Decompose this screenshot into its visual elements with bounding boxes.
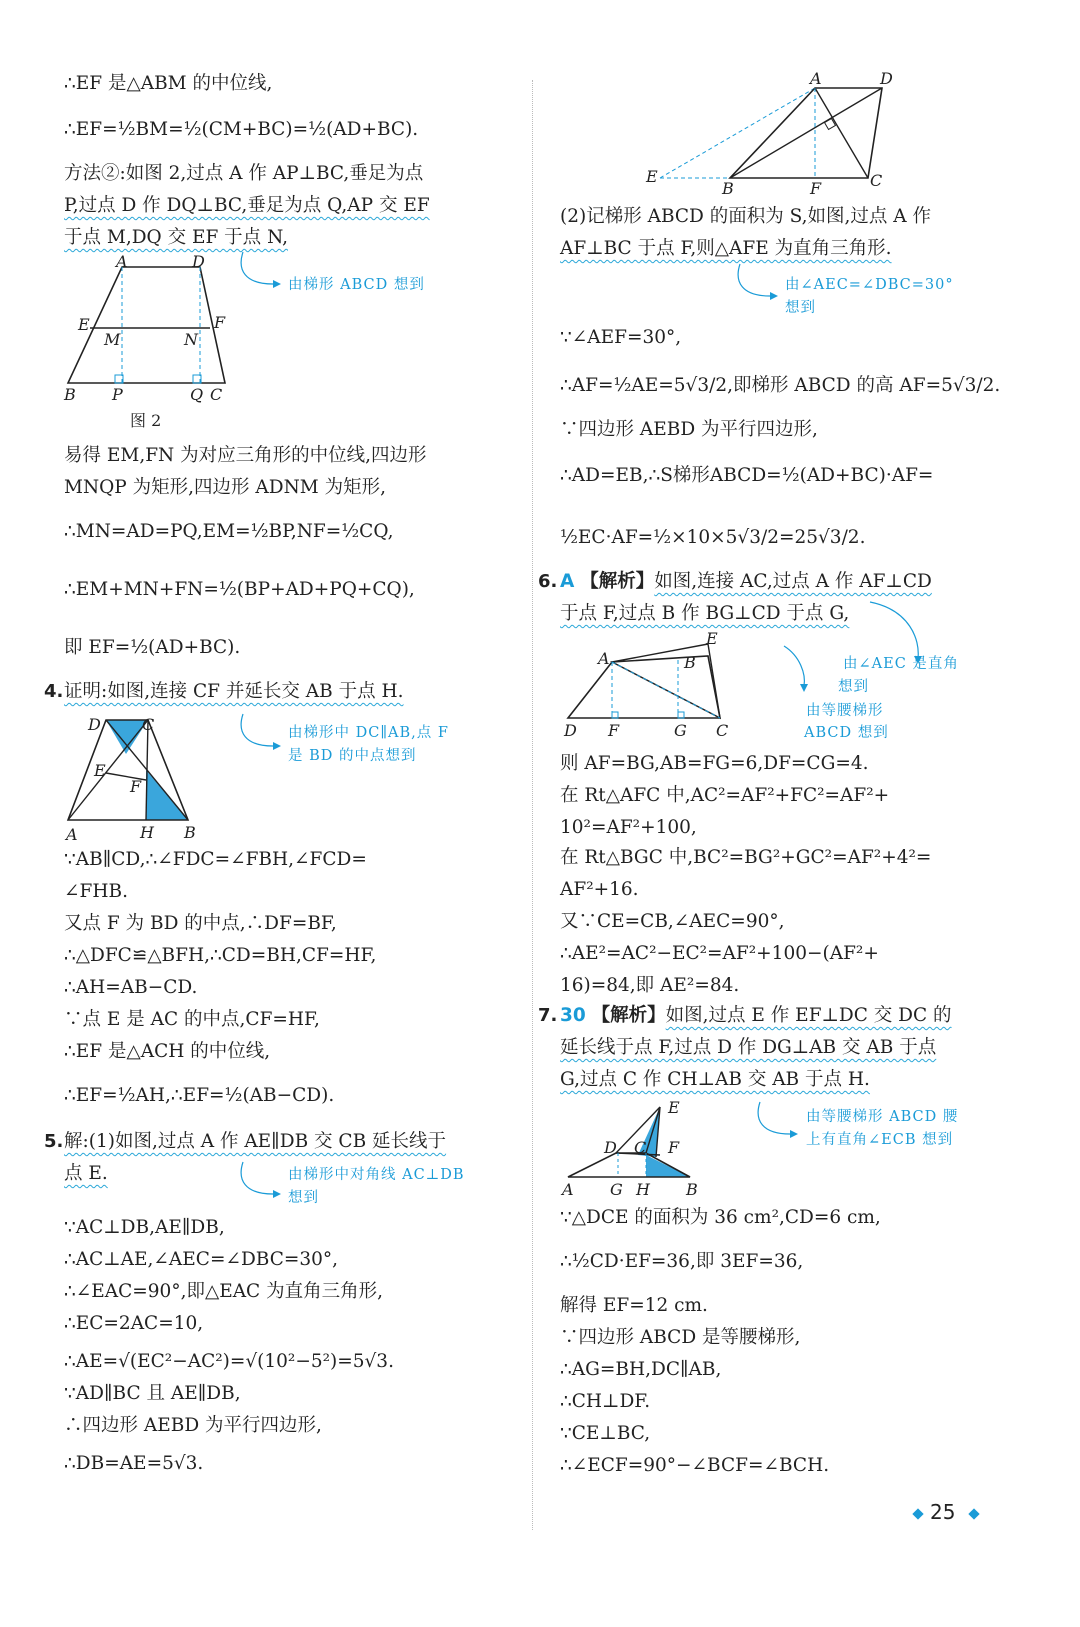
svg-text:Q: Q <box>190 385 204 404</box>
text-line: ∴EF 是△ABM 的中位线, <box>64 73 273 94</box>
text-line: ∴AH=AB−CD. <box>64 977 198 998</box>
text-line: ∠FHB. <box>64 881 128 902</box>
text-line: 易得 EM,FN 为对应三角形的中位线,四边形 <box>64 445 427 466</box>
annotation-note: 想到 <box>785 300 816 316</box>
text-line: ½EC·AF=½×10×5√3/2=25√3/2. <box>560 527 866 548</box>
text-line: 在 Rt△BGC 中,BC²=BG²+GC²=AF²+4²= <box>560 847 932 868</box>
svg-text:A: A <box>598 649 610 668</box>
text-line: 在 Rt△AFC 中,AC²=AF²+FC²=AF²+ <box>560 785 890 806</box>
note-arrow <box>752 1100 802 1145</box>
text-line: ∵CE⊥BC, <box>560 1423 651 1444</box>
svg-text:M: M <box>104 330 121 349</box>
svg-text:P: P <box>112 385 123 404</box>
text-line: ∴CH⊥DF. <box>560 1391 651 1412</box>
text-line: ∴EF=½BM=½(CM+BC)=½(AD+BC). <box>64 119 419 140</box>
svg-text:B: B <box>686 1180 698 1199</box>
svg-text:G: G <box>610 1180 623 1199</box>
figure-q6 <box>560 630 740 745</box>
text-line: (2)记梯形 ABCD 的面积为 S,如图,过点 A 作 <box>560 206 932 227</box>
annotation-note: 由∠AEC 是直角 <box>843 656 959 672</box>
text-line: ∴∠ECF=90°−∠BCF=∠BCH. <box>560 1455 830 1476</box>
text-line: MNQP 为矩形,四边形 ADNM 为矩形, <box>64 477 386 498</box>
question-heading: 证明:如图,连接 CF 并延长交 AB 于点 H. <box>64 681 404 702</box>
svg-text:E: E <box>668 1098 680 1117</box>
text-line: AF²+16. <box>560 879 639 900</box>
svg-text:D: D <box>88 715 101 734</box>
svg-text:H: H <box>140 823 154 842</box>
page-number: 25 <box>930 1500 956 1524</box>
svg-text:D: D <box>880 69 893 88</box>
svg-text:B: B <box>64 385 76 404</box>
text-line: ∴EF=½AH,∴EF=½(AB−CD). <box>64 1085 335 1106</box>
text-line: 又点 F 为 BD 的中点,∴DF=BF, <box>64 913 337 934</box>
note-arrow <box>235 250 285 295</box>
text-line: AF⊥BC 于点 F,则△AFE 为直角三角形. <box>560 238 892 259</box>
figure-2-trapezoid <box>60 255 260 405</box>
question-number: 6. <box>538 571 558 592</box>
svg-text:A: A <box>66 825 78 844</box>
figure-caption: 图 2 <box>130 411 162 430</box>
svg-text:C: C <box>210 385 223 404</box>
text-line: ∴EM+MN+FN=½(BP+AD+PQ+CQ), <box>64 579 415 600</box>
annotation-note: 由等腰梯形 ABCD 腰 <box>806 1109 959 1125</box>
note-arrow <box>235 1160 285 1205</box>
text-line: 于点 M,DQ 交 EF 于点 N, <box>64 227 288 248</box>
text-line: 16)=84,即 AE²=84. <box>560 975 740 996</box>
text-line: ∴AC⊥AE,∠AEC=∠DBC=30°, <box>64 1249 339 1270</box>
annotation-note: 想到 <box>288 1190 319 1206</box>
annotation-note: 由∠AEC=∠DBC=30° <box>785 277 954 293</box>
question-heading: A 【解析】如图,连接 AC,过点 A 作 AF⊥CD <box>560 571 932 592</box>
svg-text:F: F <box>810 179 822 198</box>
text-line: ∴MN=AD=PQ,EM=½BP,NF=½CQ, <box>64 521 394 542</box>
svg-text:G: G <box>674 721 687 740</box>
svg-text:H: H <box>636 1180 650 1199</box>
annotation-note: 由梯形中 DC∥AB,点 F <box>288 725 449 741</box>
note-arrow <box>732 262 782 307</box>
svg-text:N: N <box>184 330 198 349</box>
svg-text:D: D <box>192 255 205 271</box>
svg-text:C: C <box>634 1138 647 1157</box>
question-number: 5. <box>44 1131 64 1152</box>
svg-text:E: E <box>78 315 90 334</box>
text-line: ∴△DFC≌△BFH,∴CD=BH,CF=HF, <box>64 945 377 966</box>
svg-text:A: A <box>116 255 128 271</box>
text-line: ∴AE=√(EC²−AC²)=√(10²−5²)=5√3. <box>64 1351 394 1372</box>
text-line: 即 EF=½(AD+BC). <box>64 637 241 658</box>
text-line: ∴EF 是△ACH 的中位线, <box>64 1041 271 1062</box>
text-line: 又∵CE=CB,∠AEC=90°, <box>560 911 785 932</box>
text-line: ∴DB=AE=5√3. <box>64 1453 204 1474</box>
text-line: ∴∠EAC=90°,即△EAC 为直角三角形, <box>64 1281 383 1302</box>
text-line: G,过点 C 作 CH⊥AB 交 AB 于点 H. <box>560 1069 870 1090</box>
svg-text:E: E <box>646 167 658 186</box>
text-line: ∵四边形 ABCD 是等腰梯形, <box>560 1327 801 1348</box>
annotation-note: 想到 <box>838 679 869 695</box>
text-line: ∵∠AEF=30°, <box>560 327 682 348</box>
text-line: 10²=AF²+100, <box>560 817 697 838</box>
text-line: ∵AD∥BC 且 AE∥DB, <box>64 1383 241 1404</box>
answer-value: 30 <box>560 1005 586 1026</box>
diamond-icon <box>968 1508 979 1519</box>
text-line: ∵点 E 是 AC 的中点,CF=HF, <box>64 1009 320 1030</box>
text-line: 延长线于点 F,过点 D 作 DG⊥AB 交 AB 于点 <box>560 1037 937 1058</box>
diamond-icon <box>912 1508 923 1519</box>
annotation-note: ABCD 想到 <box>804 725 889 741</box>
text-line: 于点 F,过点 B 作 BG⊥CD 于点 G, <box>560 603 850 624</box>
text-line: ∴AD=EB,∴S梯形ABCD=½(AD+BC)·AF= <box>560 465 934 486</box>
text-line: 则 AF=BG,AB=FG=6,DF=CG=4. <box>560 753 869 774</box>
svg-text:E: E <box>706 630 718 648</box>
svg-text:B: B <box>684 653 696 672</box>
figure-q4 <box>60 710 210 845</box>
text-line: 解得 EF=12 cm. <box>560 1295 708 1316</box>
svg-text:C: C <box>142 715 155 734</box>
svg-text:D: D <box>604 1138 617 1157</box>
text-line: ∴EC=2AC=10, <box>64 1313 204 1334</box>
text-line: ∵△DCE 的面积为 36 cm²,CD=6 cm, <box>560 1207 881 1228</box>
annotation-note: 是 BD 的中点想到 <box>288 748 417 764</box>
text-line: ∴AF=½AE=5√3/2,即梯形 ABCD 的高 AF=5√3/2. <box>560 375 1001 396</box>
question-number: 7. <box>538 1005 558 1026</box>
answer-choice: A <box>560 571 575 592</box>
svg-text:F: F <box>608 721 620 740</box>
question-number: 4. <box>44 681 64 702</box>
svg-text:D: D <box>564 721 577 740</box>
text-line: ∵AB∥CD,∴∠FDC=∠FBH,∠FCD= <box>64 849 367 870</box>
question-heading: 30 【解析】如图,过点 E 作 EF⊥DC 交 DC 的 <box>560 1005 952 1026</box>
svg-text:A: A <box>810 69 822 88</box>
text-line: ∴½CD·EF=36,即 3EF=36, <box>560 1251 804 1272</box>
svg-text:F: F <box>214 313 226 332</box>
svg-text:F: F <box>668 1138 680 1157</box>
annotation-note: 上有直角∠ECB 想到 <box>806 1132 954 1148</box>
text-line: ∵AC⊥DB,AE∥DB, <box>64 1217 225 1238</box>
svg-text:B: B <box>722 179 734 198</box>
svg-text:B: B <box>184 823 196 842</box>
svg-text:F: F <box>130 777 142 796</box>
figure-q7 <box>560 1095 720 1205</box>
svg-text:E: E <box>94 761 106 780</box>
text-line: ∴AG=BH,DC∥AB, <box>560 1359 722 1380</box>
question-heading: 解:(1)如图,过点 A 作 AE∥DB 交 CB 延长线于 <box>64 1131 447 1152</box>
note-arrow <box>235 712 285 757</box>
text-line: ∵四边形 AEBD 为平行四边形, <box>560 419 818 440</box>
svg-text:C: C <box>870 171 883 190</box>
annotation-note: 由等腰梯形 <box>806 703 884 719</box>
figure-q5 <box>640 68 920 198</box>
text-line: 方法②:如图 2,过点 A 作 AP⊥BC,垂足为点 <box>64 163 424 184</box>
text-line: ∴四边形 AEBD 为平行四边形, <box>64 1415 322 1436</box>
annotation-note: 由梯形中对角线 AC⊥DB <box>288 1167 465 1183</box>
svg-text:C: C <box>716 721 729 740</box>
text-line: P,过点 D 作 DQ⊥BC,垂足为点 Q,AP 交 EF <box>64 195 430 216</box>
column-divider <box>532 80 533 1530</box>
text-line: ∴AE²=AC²−EC²=AF²+100−(AF²+ <box>560 943 879 964</box>
svg-text:A: A <box>562 1180 574 1199</box>
text-line: 点 E. <box>64 1163 108 1184</box>
annotation-note: 由梯形 ABCD 想到 <box>288 277 425 293</box>
